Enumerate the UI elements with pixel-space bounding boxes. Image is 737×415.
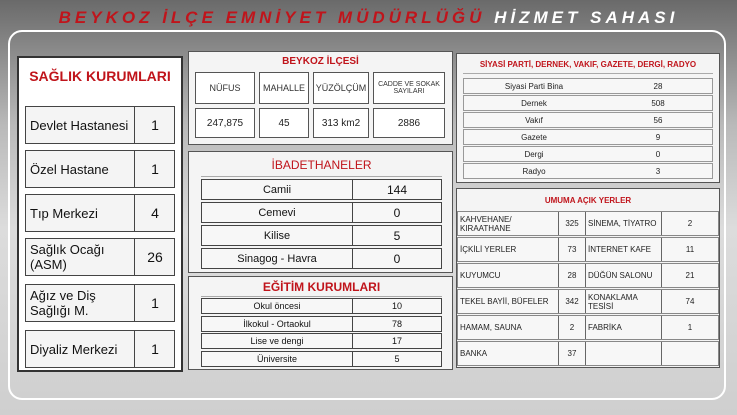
egitim-value: 17 [391,336,402,346]
umuma-label-right [588,342,660,365]
egitim-label: Üniversite [256,353,297,364]
stat-header: MAHALLE [259,72,309,104]
divider [585,264,586,287]
divider [134,285,135,321]
egitim-value: 5 [394,353,400,364]
stat-value: 2886 [373,108,445,138]
umuma-label-left: KAHVEHANE/ KIRAATHANE [460,214,512,233]
table-row [25,284,175,322]
egitim-value: 78 [391,318,402,329]
egitim-label: İlkokul - Ortaokul [243,318,311,329]
table-row [25,330,175,368]
siyasi-value: 508 [651,98,665,108]
saglik-value: 1 [151,117,159,133]
ibadet-value: 0 [393,251,401,266]
siyasi-label: Dernek [521,98,547,108]
ibadet-value: 144 [386,182,408,197]
saglik-value: 1 [151,341,159,357]
ilce-heading: BEYKOZ İLÇESİ [282,56,359,67]
umuma-label-left: TEKEL BAYİİ, BÜFELER [460,297,549,306]
siyasi-value: 56 [653,115,663,125]
list-item [201,179,442,200]
umuma-value-left: 342 [565,297,579,306]
umuma-value-right [662,342,718,365]
list-item [463,163,713,179]
saglik-label: Diyaliz Merkezi [30,341,118,357]
ibadet-value: 0 [393,205,401,220]
umuma-label-left: HAMAM, SAUNA [460,323,522,332]
title-main: BEYKOZ İLÇE EMNİYET MÜDÜRLÜĞÜ [58,8,486,27]
list-item [463,78,713,94]
stat-header: CADDE VE SOKAK SAYILARI [373,72,445,104]
siyasi-label: Gazete [521,132,547,142]
ibadet-label: Sinagog - Havra [237,252,317,265]
siyasi-panel [456,53,720,183]
umuma-label-left: İÇKİLİ YERLER [460,245,517,254]
umuma-value-right: 21 [685,271,695,280]
divider [585,342,586,365]
umuma-value-left: 28 [567,271,577,280]
siyasi-label: Dergi [524,149,544,159]
list-item [463,95,713,111]
umuma-label-right: İNTERNET KAFE [588,245,651,254]
saglik-value: 4 [151,205,159,221]
ilce-panel [188,51,453,145]
saglik-heading: SAĞLIK KURUMLARI [29,68,171,84]
table-row [457,237,719,262]
list-item [463,112,713,128]
umuma-value-right: 74 [685,297,695,306]
list-item [201,225,442,246]
divider [585,238,586,261]
siyasi-value: 0 [655,149,661,159]
egitim-label: Okul öncesi [253,301,301,311]
stat-header: NÜFUS [195,72,255,104]
divider [585,290,586,313]
divider [585,316,586,339]
stat-value: 313 km2 [313,108,369,138]
saglik-label: Sağlık Ocağı (ASM) [30,242,105,272]
divider [585,212,586,235]
umuma-label-right: SİNEMA, TİYATRO [588,219,657,228]
siyasi-label: Siyasi Parti Bina [504,81,564,91]
umuma-label-left: KUYUMCU [460,271,501,280]
egitim-value: 10 [391,301,402,311]
saglik-label: Devlet Hastanesi [30,117,129,133]
stat-value: 45 [259,108,309,138]
list-item [201,248,442,269]
egitim-heading: EĞİTİM KURUMLARI [201,280,442,297]
list-item [463,129,713,145]
umuma-label-right: KONAKLAMA TESİSİ [588,292,638,311]
table-row [25,150,175,188]
siyasi-heading: SİYASİ PARTİ, DERNEK, VAKIF, GAZETE, DERGİ, RADYO [463,60,713,74]
list-item [201,333,442,349]
saglik-value: 1 [151,295,159,311]
table-row [25,238,175,276]
siyasi-value: 9 [655,132,661,142]
saglik-label: Özel Hastane [30,161,109,177]
umuma-label-right: FABRİKA [588,323,622,332]
title-sub: HİZMET SAHASI [494,8,679,27]
table-row [457,263,719,288]
page-title [0,8,737,28]
siyasi-value: 3 [655,166,661,176]
umuma-label-right: DÜĞÜN SALONU [588,271,653,280]
umuma-panel [456,188,720,368]
saglik-value: 26 [147,249,163,265]
saglik-label: Ağız ve Diş Sağlığı M. [30,288,96,318]
table-row [457,315,719,340]
stat-header: YÜZÖLÇÜM [313,72,369,104]
umuma-value-left: 37 [567,349,577,358]
umuma-value-right: 11 [685,245,695,254]
list-item [201,351,442,367]
umuma-heading: UMUMA AÇIK YERLER [544,196,632,205]
divider [134,331,135,367]
umuma-value-right: 1 [687,323,693,332]
umuma-label-left: BANKA [460,349,488,358]
list-item [201,316,442,332]
saglik-panel [17,56,183,372]
umuma-value-right: 2 [687,219,693,228]
list-item [463,146,713,162]
saglik-label: Tıp Merkezi [30,205,98,221]
ibadet-label: Kilise [263,229,291,242]
siyasi-label: Radyo [522,166,546,176]
table-row [457,289,719,314]
ibadet-heading: İBADETHANELER [201,158,442,177]
stat-value: 247,875 [195,108,255,138]
egitim-label: Lise ve dengi [250,336,304,346]
list-item [201,202,442,223]
ibadet-label: Camii [262,183,292,196]
table-row [25,194,175,232]
divider [134,195,135,231]
ibadet-label: Cemevi [258,206,296,219]
saglik-value: 1 [151,161,159,177]
umuma-value-left: 2 [569,323,575,332]
list-item [201,298,442,314]
umuma-value-left: 73 [567,245,577,254]
ibadet-value: 5 [393,228,401,243]
siyasi-value: 28 [653,81,663,91]
table-row [25,106,175,144]
ibadet-panel [188,151,453,273]
divider [134,239,135,275]
divider [134,151,135,187]
table-row [457,211,719,236]
table-row [457,341,719,366]
egitim-panel [188,276,453,370]
umuma-value-left: 325 [565,219,579,228]
divider [134,107,135,143]
siyasi-label: Vakıf [525,115,543,125]
